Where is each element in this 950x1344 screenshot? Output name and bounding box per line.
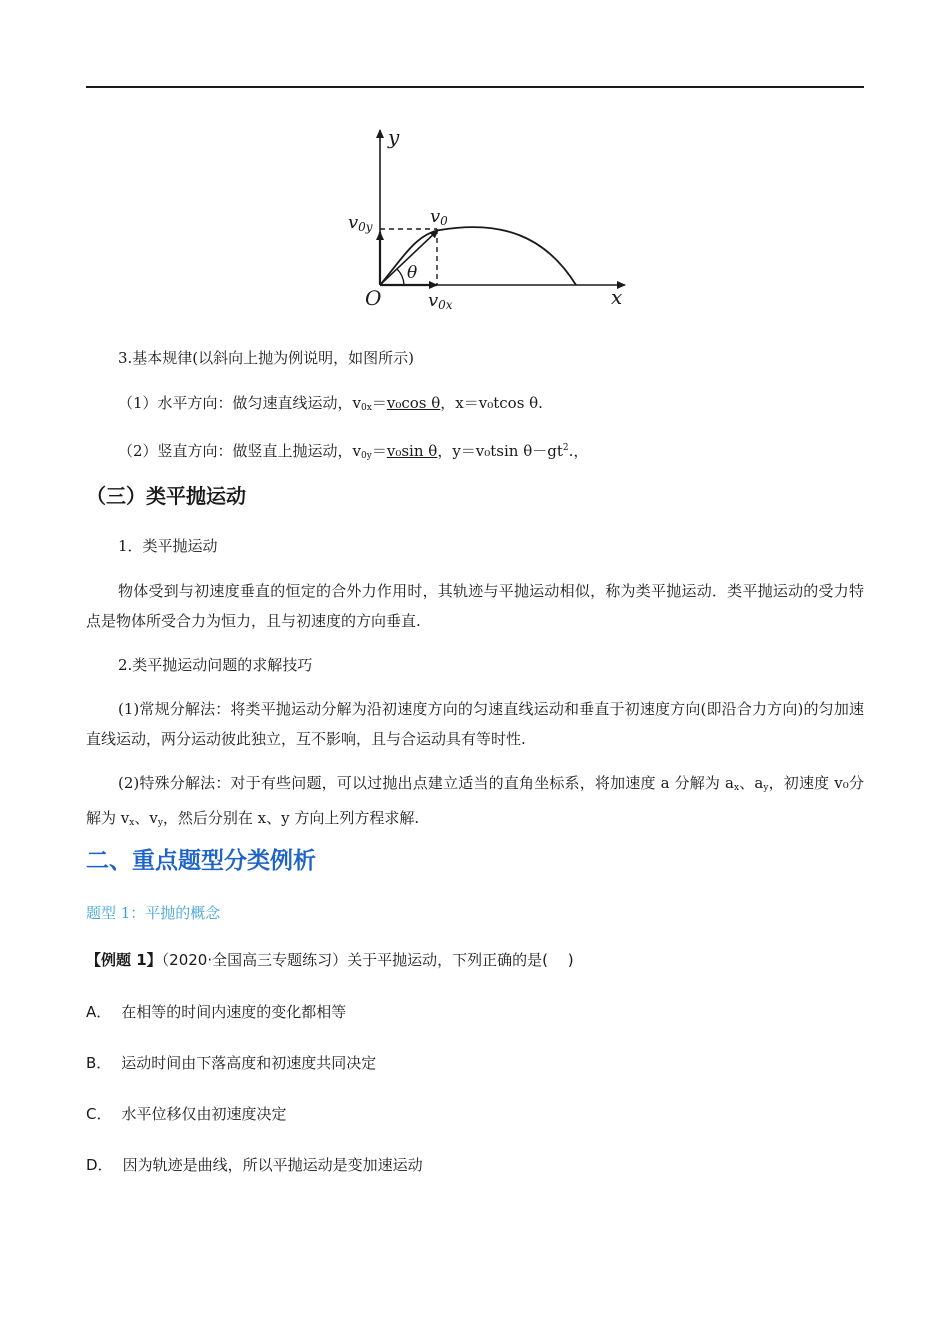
- label-y: y: [388, 125, 400, 149]
- theta-arc: [397, 269, 404, 285]
- label-v0x: v: [428, 290, 439, 311]
- label-v0: v: [430, 206, 441, 227]
- svg-text:v0x: [428, 290, 453, 312]
- item-solving-techniques: 2.类平抛运动问题的求解技巧: [118, 656, 313, 674]
- label-theta: θ: [407, 263, 418, 283]
- label-x: x: [611, 285, 623, 309]
- svg-text:v0y: [348, 212, 373, 234]
- projectile-diagram: [340, 122, 640, 318]
- svg-text:v0: [430, 206, 448, 228]
- label-origin: O: [365, 286, 382, 310]
- basic-law-title: 3.基本规律(以斜向上抛为例说明，如图所示): [118, 349, 415, 367]
- label-v0y: v: [348, 212, 359, 233]
- item-quasi-projectile: 1．类平抛运动: [118, 537, 218, 555]
- question-type-1-heading: 题型 1：平抛的概念: [86, 904, 221, 922]
- horizontal-direction-line: （1）水平方向：做匀速直线运动，$v_{0x}=v_0\cos$ θ，x＝v₀tcos θ.: [118, 394, 543, 413]
- label-v0-sub: 0: [440, 214, 448, 228]
- option-a[interactable]: A． 在相等的时间内速度的变化都相等: [86, 1003, 347, 1021]
- paragraph-regular-decomposition: (1)常规分解法：将类平抛运动分解为沿初速度方向的匀速直线运动和垂直于初速度方向(即沿合力方向)的匀加速直线运动，两分运动彼此独立，互不影响，且与合运动具有等时性.: [86, 700, 864, 748]
- label-v0x-sub: 0x: [438, 298, 453, 312]
- option-b[interactable]: B． 运动时间由下落高度和初速度共同决定: [86, 1054, 377, 1072]
- option-c[interactable]: C． 水平位移仅由初速度决定: [86, 1105, 287, 1123]
- paragraph-quasi-projectile-definition: 物体受到与初速度垂直的恒定的合外力作用时，其轨迹与平抛运动相似，称为类平抛运动．类平抛运动的受力特点是物体所受合力为恒力，且与初速度的方向垂直.: [86, 582, 864, 630]
- example-1-question: 【例题 1】（2020·全国高三专题练习）关于平抛运动，下列正确的是( ): [86, 951, 574, 969]
- paragraph-special-decomposition: (2)特殊分解法：对于有些问题，可以过抛出点建立适当的直角坐标系，将加速度 a 分解为 $a_x$、$a_y$，初速度 v₀分解为 $v_x$、$v_y$，然后分别在 x、y 方向上列方程求解.: [86, 774, 864, 828]
- label-v0y-sub: 0y: [358, 220, 373, 234]
- option-d[interactable]: D． 因为轨迹是曲线，所以平抛运动是变加速运动: [86, 1156, 423, 1174]
- header-rule: [86, 86, 864, 88]
- section-heading-quasi-projectile: （三）类平抛运动: [86, 484, 246, 508]
- example-1-label: 【例题 1】: [86, 951, 162, 969]
- vertical-direction-line: （2）竖直方向：做竖直上抛运动，$v_{0y}=v_0\sin$ θ，y＝v₀tsin $\theta-gt^2$.，: [118, 442, 589, 461]
- part-heading-key-question-types: 二、重点题型分类例析: [86, 848, 316, 874]
